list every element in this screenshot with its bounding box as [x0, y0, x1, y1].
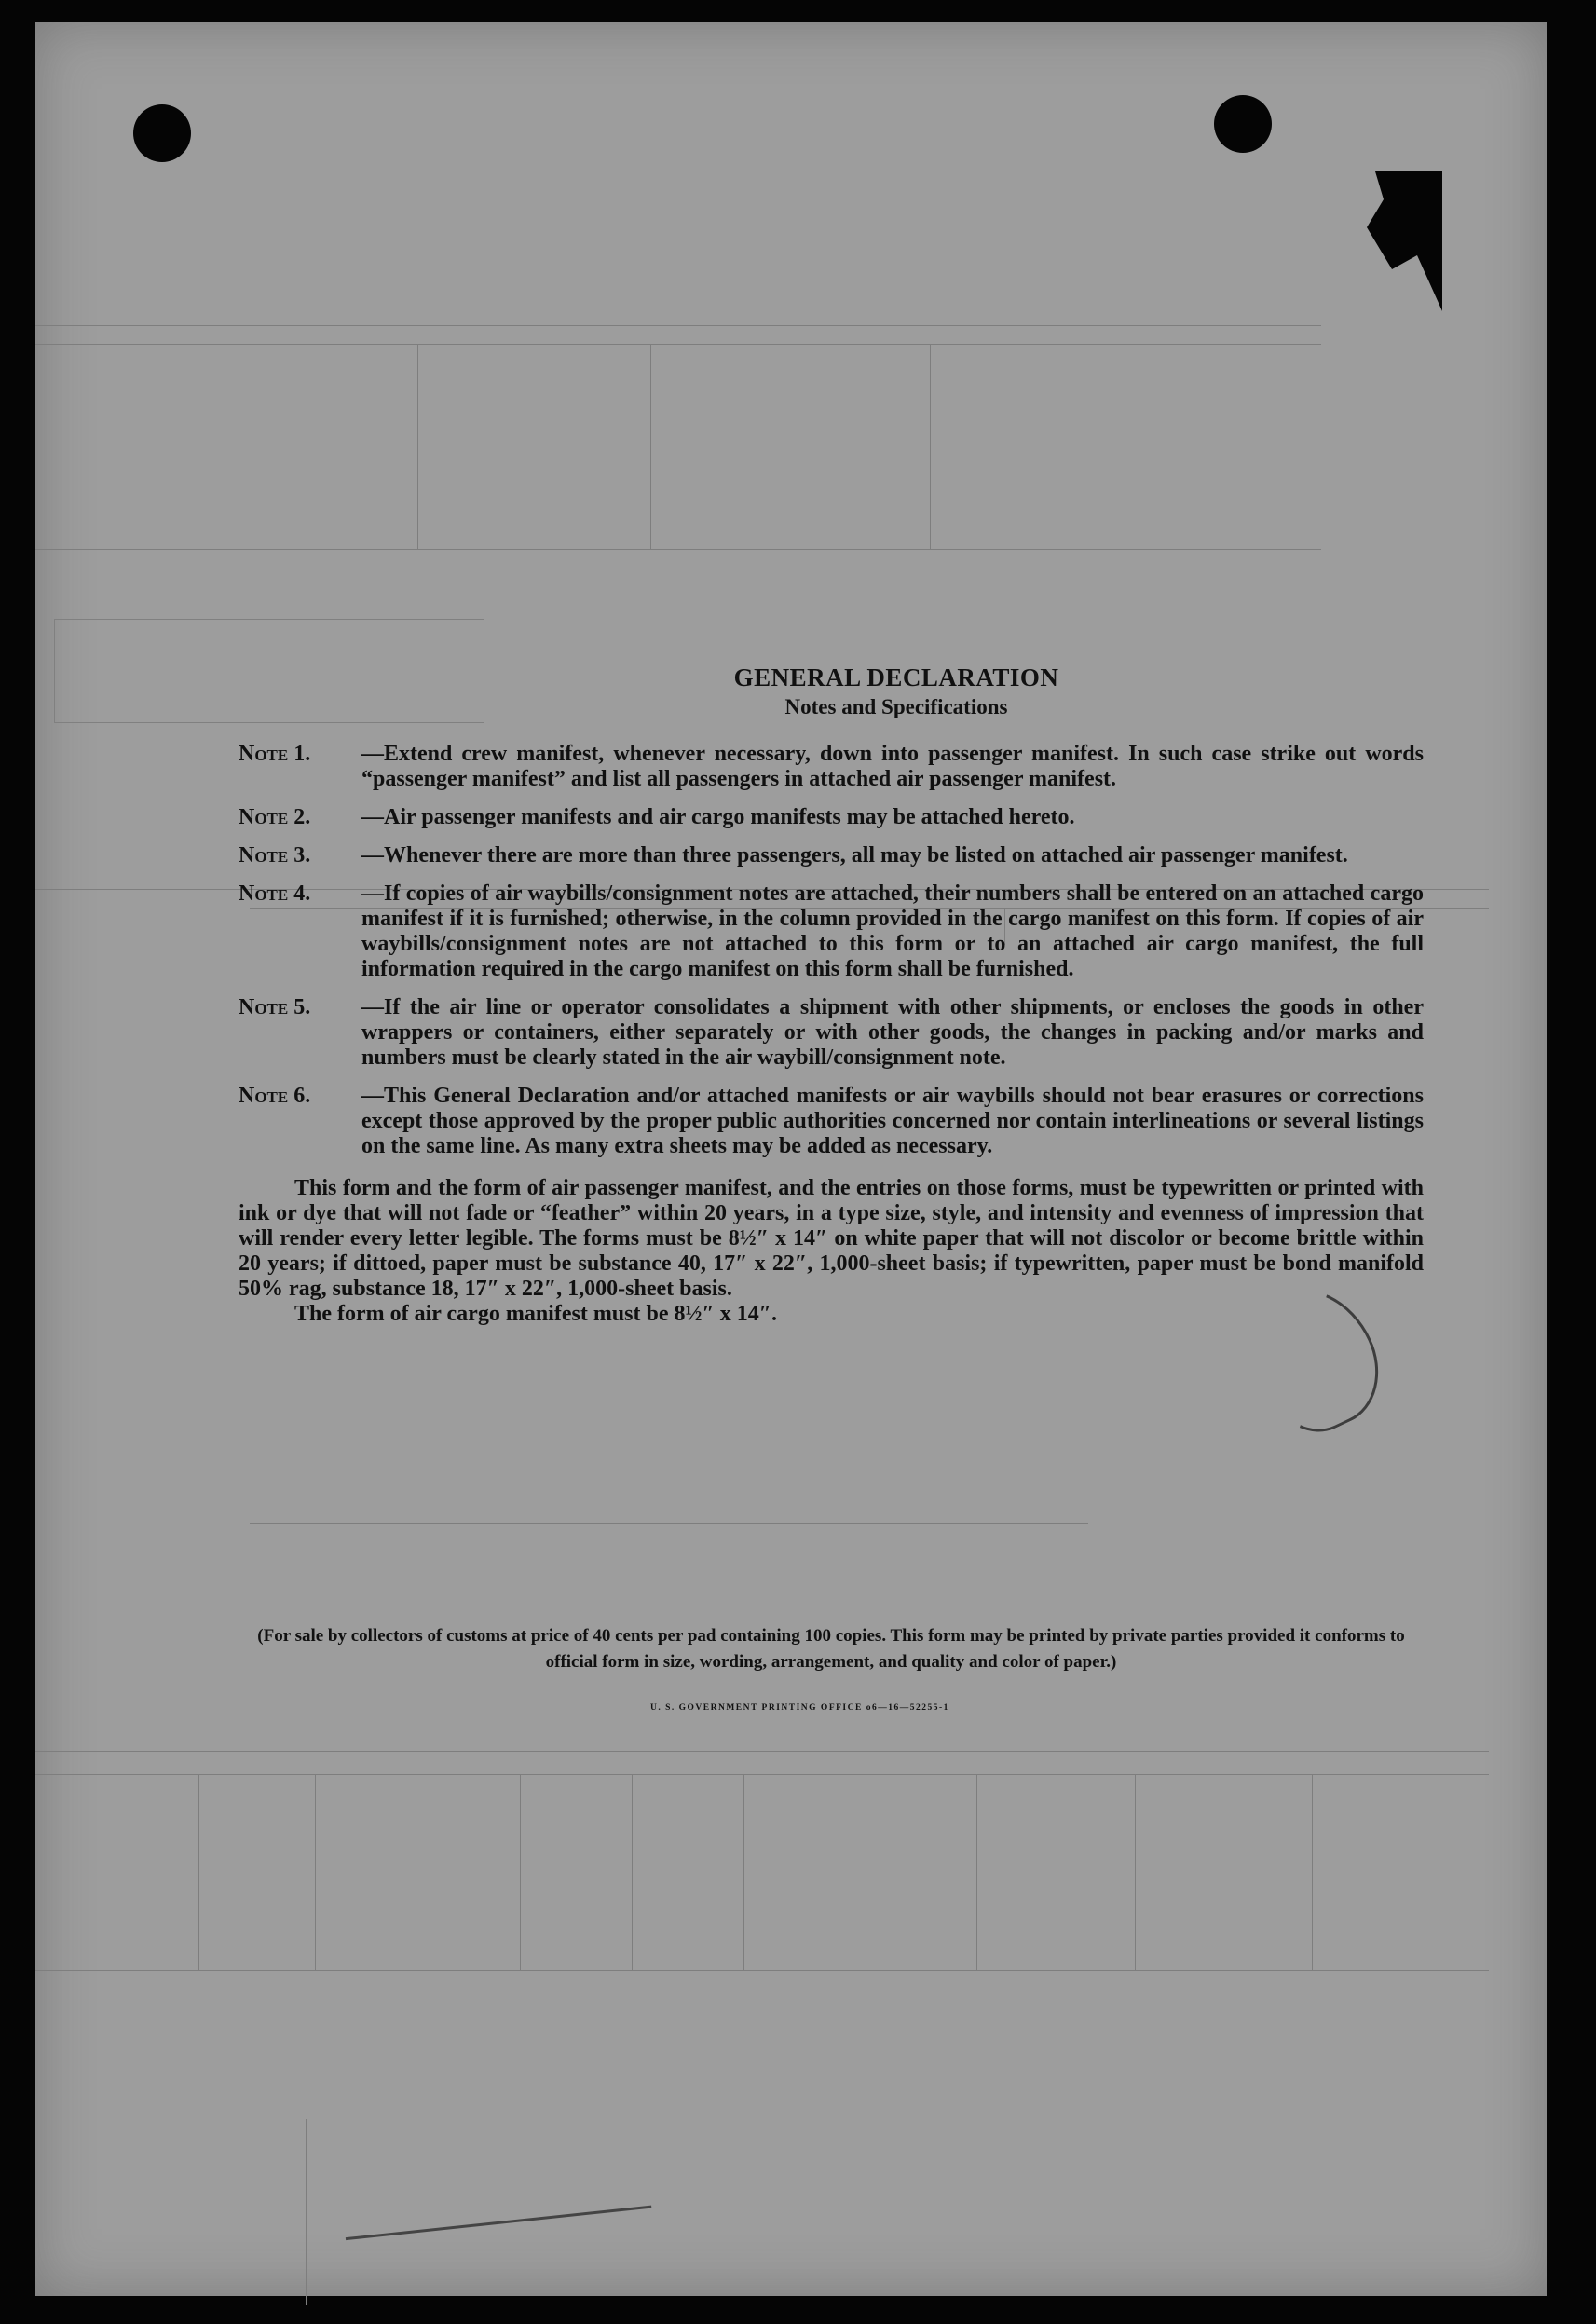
- note-text: —Extend crew manifest, whenever necessary, down into passenger manifest. In such case strike out words “passenger manifest” and list all passengers in attached air passenger manifest.: [361, 742, 1424, 791]
- note-3: [239, 843, 1424, 868]
- note-2: [239, 805, 1424, 830]
- bleed-through-rule: [35, 1751, 1489, 1752]
- bleed-through-rule: [35, 344, 1321, 345]
- bleed-through-rule: [1135, 1774, 1136, 1970]
- bleed-through-rule: [35, 549, 1321, 550]
- bleed-through-rule: [632, 1774, 633, 1970]
- form-specification-paragraph: This form and the form of air passenger manifest, and the entries on those forms, must be typewritten or printed with ink or dye that will not fade or “feather” within 20 years, in a type size, style, and intensity and evenness of impression that will render every letter legible. The forms must be 8½″ x 14″ on white paper that will not discolor or become brittle within 20 years; if dittoed, paper must be substance 40, 17″ x 22″, 1,000-sheet basis; if typewritten, paper must be bond manifold 50% rag, substance 18, 17″ x 22″, 1,000-sheet basis.: [239, 1176, 1424, 1301]
- bleed-through-rule: [250, 1523, 1088, 1524]
- note-text: —If copies of air waybills/consignment notes are attached, their numbers shall be entered on an attached cargo manifest if it is furnished; otherwise, in the column provided in the cargo manifest on this form. If copies of air waybills/consignment notes are not attached to this form or to an attached air cargo manifest, the full information required in the cargo manifest on this form shall be furnished.: [361, 882, 1424, 981]
- bleed-through-rule: [520, 1774, 521, 1970]
- bleed-through-rule: [930, 344, 931, 549]
- note-label: Note 2.: [239, 805, 311, 829]
- punch-hole: [133, 104, 191, 162]
- bleed-through-rule: [35, 1970, 1489, 1971]
- note-text: —If the air line or operator consolidates a shipment with other shipments, or encloses the goods in other wrappers or containers, either separately or with other goods, the changes in packing and/or marks and numbers must be clearly stated in the air waybill/consignment note.: [361, 995, 1424, 1070]
- note-text: —Whenever there are more than three passengers, all may be listed on attached air passenger manifest.: [361, 843, 1348, 868]
- bleed-through-rule: [1312, 1774, 1313, 1970]
- note-label: Note 6.: [239, 1084, 311, 1108]
- handwritten-mark: [342, 2168, 652, 2240]
- printing-office-line: U. S. GOVERNMENT PRINTING OFFICE o6—16—52255-1: [650, 1703, 949, 1713]
- note-label: Note 1.: [239, 742, 311, 766]
- note-label: Note 5.: [239, 995, 311, 1019]
- sale-notice: (For sale by collectors of customs at price of 40 cents per pad containing 100 copies. This form may be printed by private parties provided it conforms to official form in size, wording, arrangement, and quality and color of paper.): [257, 1626, 1405, 1672]
- bleed-through-rule: [650, 344, 651, 549]
- notes-subtitle: Notes and Specifications: [784, 695, 1008, 718]
- note-label: Note 4.: [239, 882, 311, 906]
- notes-title: GENERAL DECLARATION: [733, 663, 1059, 691]
- torn-corner: [1358, 171, 1442, 311]
- document-page: [35, 22, 1547, 2296]
- bleed-through-rule: [417, 344, 418, 549]
- bleed-through-rule: [35, 325, 1321, 326]
- bleed-through-rule: [743, 1774, 744, 1970]
- note-text: —Air passenger manifests and air cargo manifests may be attached hereto.: [361, 805, 1075, 829]
- bleed-through-rule: [976, 1774, 977, 1970]
- bleed-through-rule: [306, 2119, 307, 2305]
- bleed-through-rule: [315, 1774, 316, 1970]
- note-5: [239, 995, 1424, 1071]
- bleed-through-rule: [35, 1774, 1489, 1775]
- note-label: Note 3.: [239, 843, 311, 868]
- note-1: [239, 742, 1424, 792]
- note-6: [239, 1084, 1424, 1159]
- note-text: —This General Declaration and/or attached manifests or air waybills should not bear erasures or corrections except those approved by the proper public authorities concerned nor contain interlineations or several listings on the same line. As many extra sheets may be added as necessary.: [361, 1084, 1424, 1158]
- note-4: [239, 882, 1424, 982]
- bleed-through-rule: [198, 1774, 199, 1970]
- cargo-manifest-size-note: The form of air cargo manifest must be 8½″ x 14″.: [294, 1302, 777, 1326]
- punch-hole: [1214, 95, 1272, 153]
- notes-section: [239, 665, 1424, 1327]
